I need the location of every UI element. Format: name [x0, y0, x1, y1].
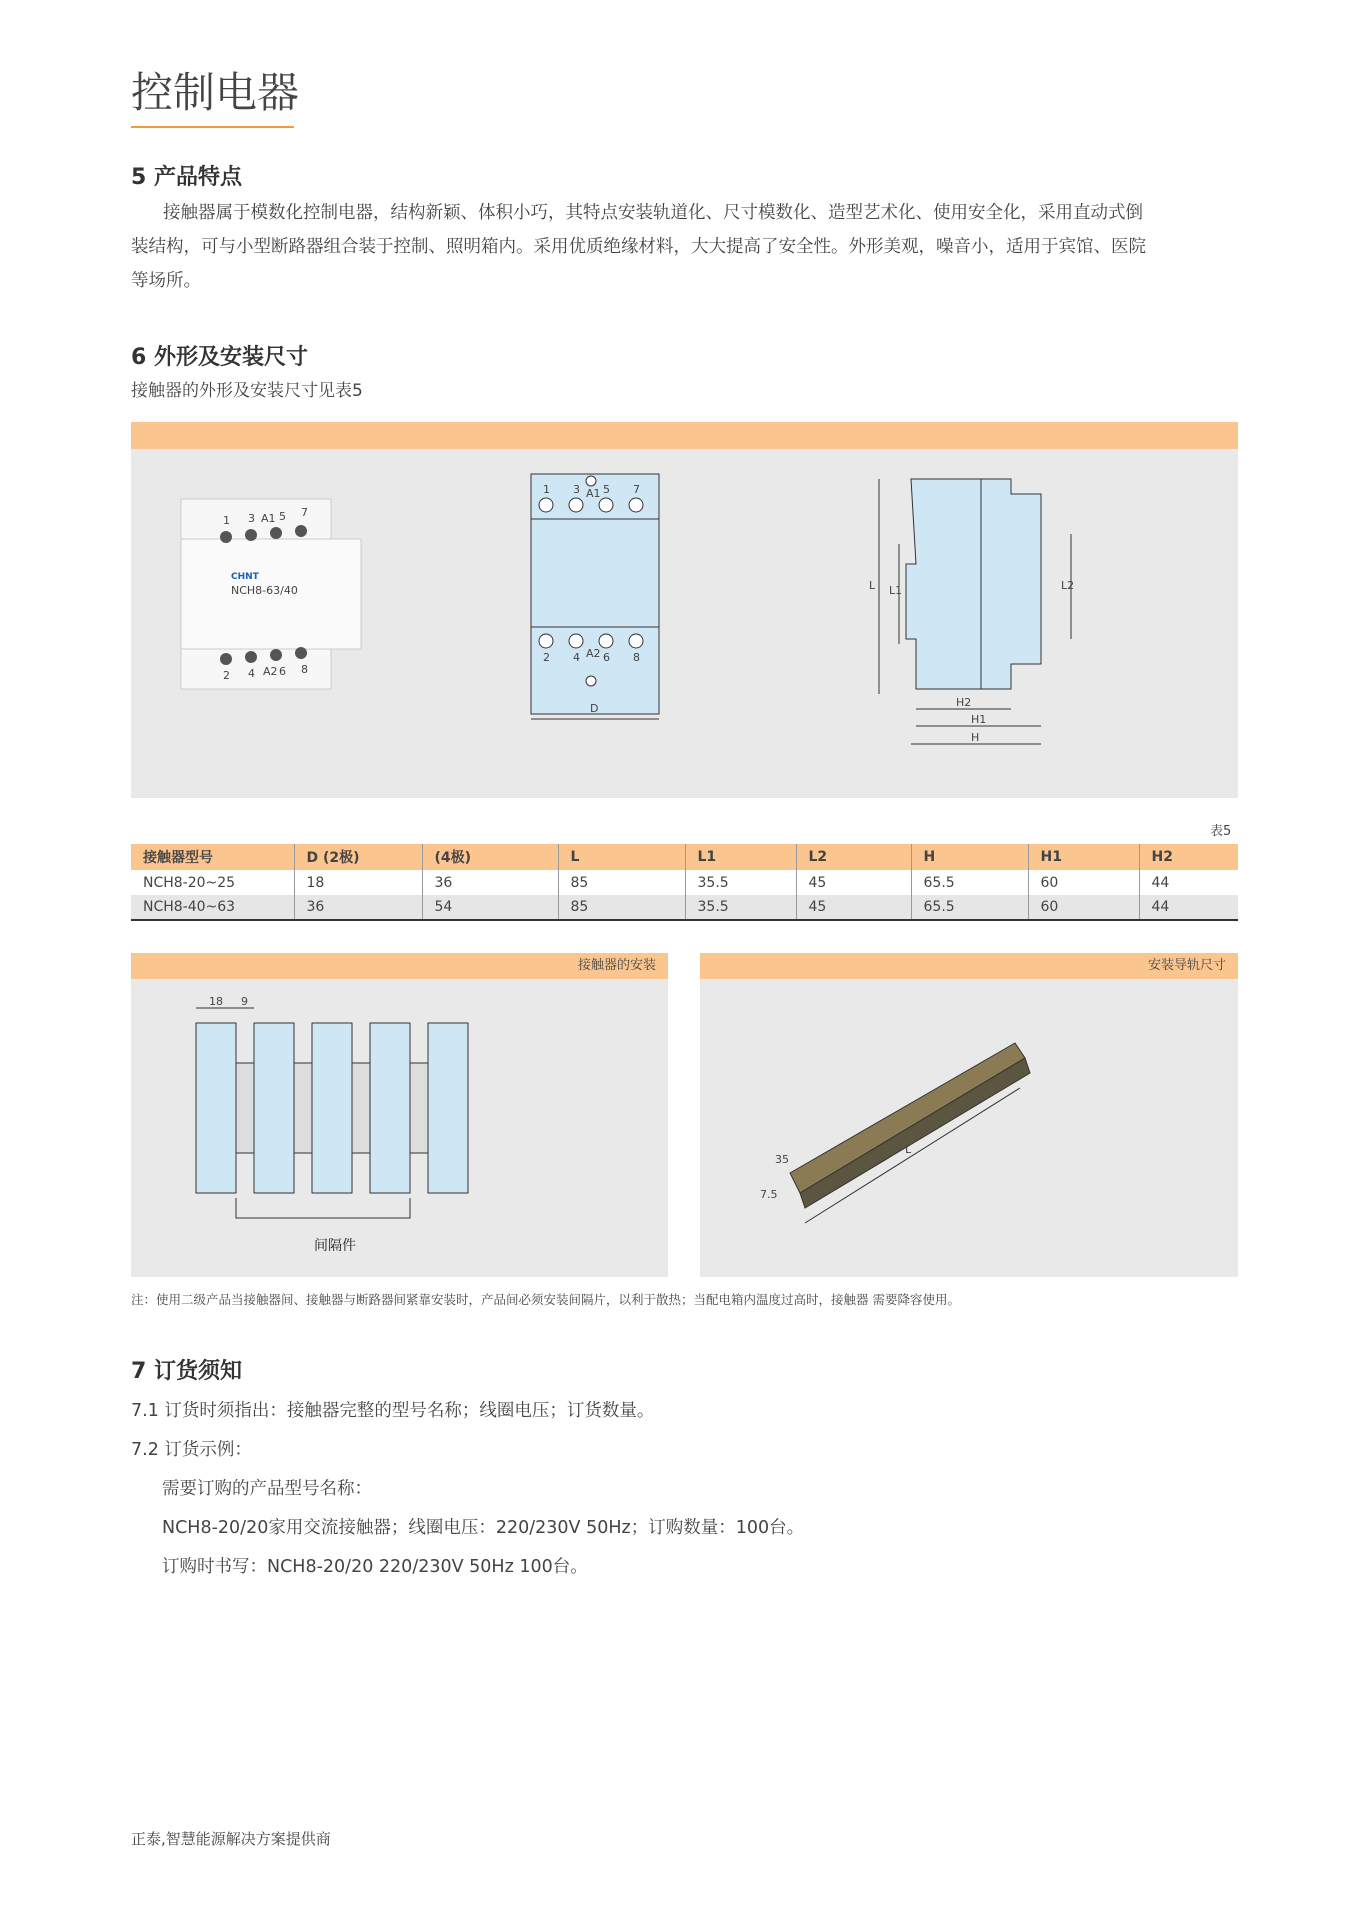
text-line: NCH8-20/20家用交流接触器；线圈电压：220/230V 50Hz；订购数量：100台。 — [162, 1518, 805, 1538]
svg-text:5: 5 — [603, 483, 610, 496]
svg-text:3: 3 — [248, 512, 255, 525]
installation-drawing — [171, 993, 491, 1233]
side-view-drawing — [871, 474, 1131, 764]
svg-text:2: 2 — [543, 651, 550, 664]
text-line: 7.1 订货时须指出：接触器完整的型号名称；线圈电压；订货数量。 — [131, 1401, 655, 1421]
front-view-drawing — [526, 469, 666, 729]
svg-text:2: 2 — [223, 669, 230, 682]
svg-text:3: 3 — [573, 483, 580, 496]
svg-text:4: 4 — [248, 667, 255, 680]
svg-text:4: 4 — [573, 651, 580, 664]
spacer-label: 间隔件 — [311, 1237, 359, 1255]
product-model: NCH8-63/40 — [231, 584, 298, 597]
figure-band — [131, 422, 1238, 449]
dimensions-table — [131, 844, 1238, 921]
installation-panel — [131, 953, 668, 1277]
page-title: 控制电器 — [131, 68, 300, 117]
svg-text:1: 1 — [223, 514, 230, 527]
table-row: NCH8-20~25 18 36 85 35.5 45 65.5 60 44 — [131, 870, 1238, 895]
svg-text:8: 8 — [633, 651, 640, 664]
text-line: 等场所。 — [131, 271, 201, 291]
dim-35: 35 — [775, 1153, 789, 1166]
svg-text:6: 6 — [603, 651, 610, 664]
section-6-heading: 6 外形及安装尺寸 — [131, 345, 308, 370]
svg-text:A2: A2 — [263, 665, 278, 678]
dim-l: L — [905, 1143, 912, 1156]
section-7-heading: 7 订货须知 — [131, 1359, 242, 1384]
svg-text:H: H — [971, 731, 980, 744]
svg-text:8: 8 — [301, 663, 308, 676]
text-line: 接触器属于模数化控制电器，结构新颖、体积小巧，其特点安装轨道化、尺寸模数化、造型艺术化、使用安全化，采用直动式倒 — [163, 203, 1143, 223]
svg-text:H2: H2 — [956, 696, 972, 709]
svg-text:L2: L2 — [1061, 579, 1075, 592]
product-photo — [171, 479, 371, 719]
text-line: 订购时书写：NCH8-20/20 220/230V 50Hz 100台。 — [162, 1557, 588, 1577]
dim-18: 18 — [209, 995, 223, 1008]
dim-9: 9 — [241, 995, 248, 1008]
section-6-subtitle: 接触器的外形及安装尺寸见表5 — [131, 381, 363, 401]
svg-text:A1: A1 — [586, 487, 601, 500]
panel-title: 安装导轨尺寸 — [700, 953, 1238, 979]
table-header-row: 接触器型号 D (2极) (4极) L L1 L2 H H1 H2 — [131, 844, 1238, 870]
section-5-heading: 5 产品特点 — [131, 165, 242, 190]
svg-text:L1: L1 — [889, 584, 903, 597]
rail-panel — [700, 953, 1238, 1277]
svg-text:A1: A1 — [261, 512, 276, 525]
din-rail-drawing — [730, 1013, 1030, 1243]
dim-7-5: 7.5 — [760, 1188, 778, 1201]
title-underline — [131, 126, 294, 128]
svg-text:5: 5 — [279, 510, 286, 523]
panel-title: 接触器的安装 — [131, 953, 668, 979]
text-line: 7.2 订货示例： — [131, 1440, 252, 1460]
text-line: 需要订购的产品型号名称： — [162, 1479, 372, 1499]
svg-text:6: 6 — [279, 665, 286, 678]
svg-text:H1: H1 — [971, 713, 987, 726]
brand-logo: CHNT — [231, 572, 259, 582]
table-row: NCH8-40~63 36 54 85 35.5 45 65.5 60 44 — [131, 895, 1238, 920]
table-caption: 表5 — [1210, 824, 1232, 839]
section-5-text — [131, 196, 1241, 298]
svg-text:7: 7 — [633, 483, 640, 496]
dim-d: D — [590, 702, 599, 715]
svg-text:7: 7 — [301, 506, 308, 519]
section-7-text — [131, 1392, 804, 1587]
svg-text:A2: A2 — [586, 647, 601, 660]
footer-slogan: 正泰,智慧能源解决方案提供商 — [131, 1830, 331, 1848]
installation-note: 注：使用二级产品当接触器间、接触器与断路器间紧靠安装时，产品间必须安装间隔片，以利于散热；当配电箱内温度过高时，接触器 需要降容使用。 — [131, 1292, 960, 1307]
svg-text:1: 1 — [543, 483, 550, 496]
figure-area — [131, 449, 1238, 798]
text-line: 装结构，可与小型断路器组合装于控制、照明箱内。采用优质绝缘材料，大大提高了安全性。外形美观，噪音小，适用于宾馆、医院 — [131, 237, 1146, 257]
svg-text:L: L — [869, 579, 876, 592]
